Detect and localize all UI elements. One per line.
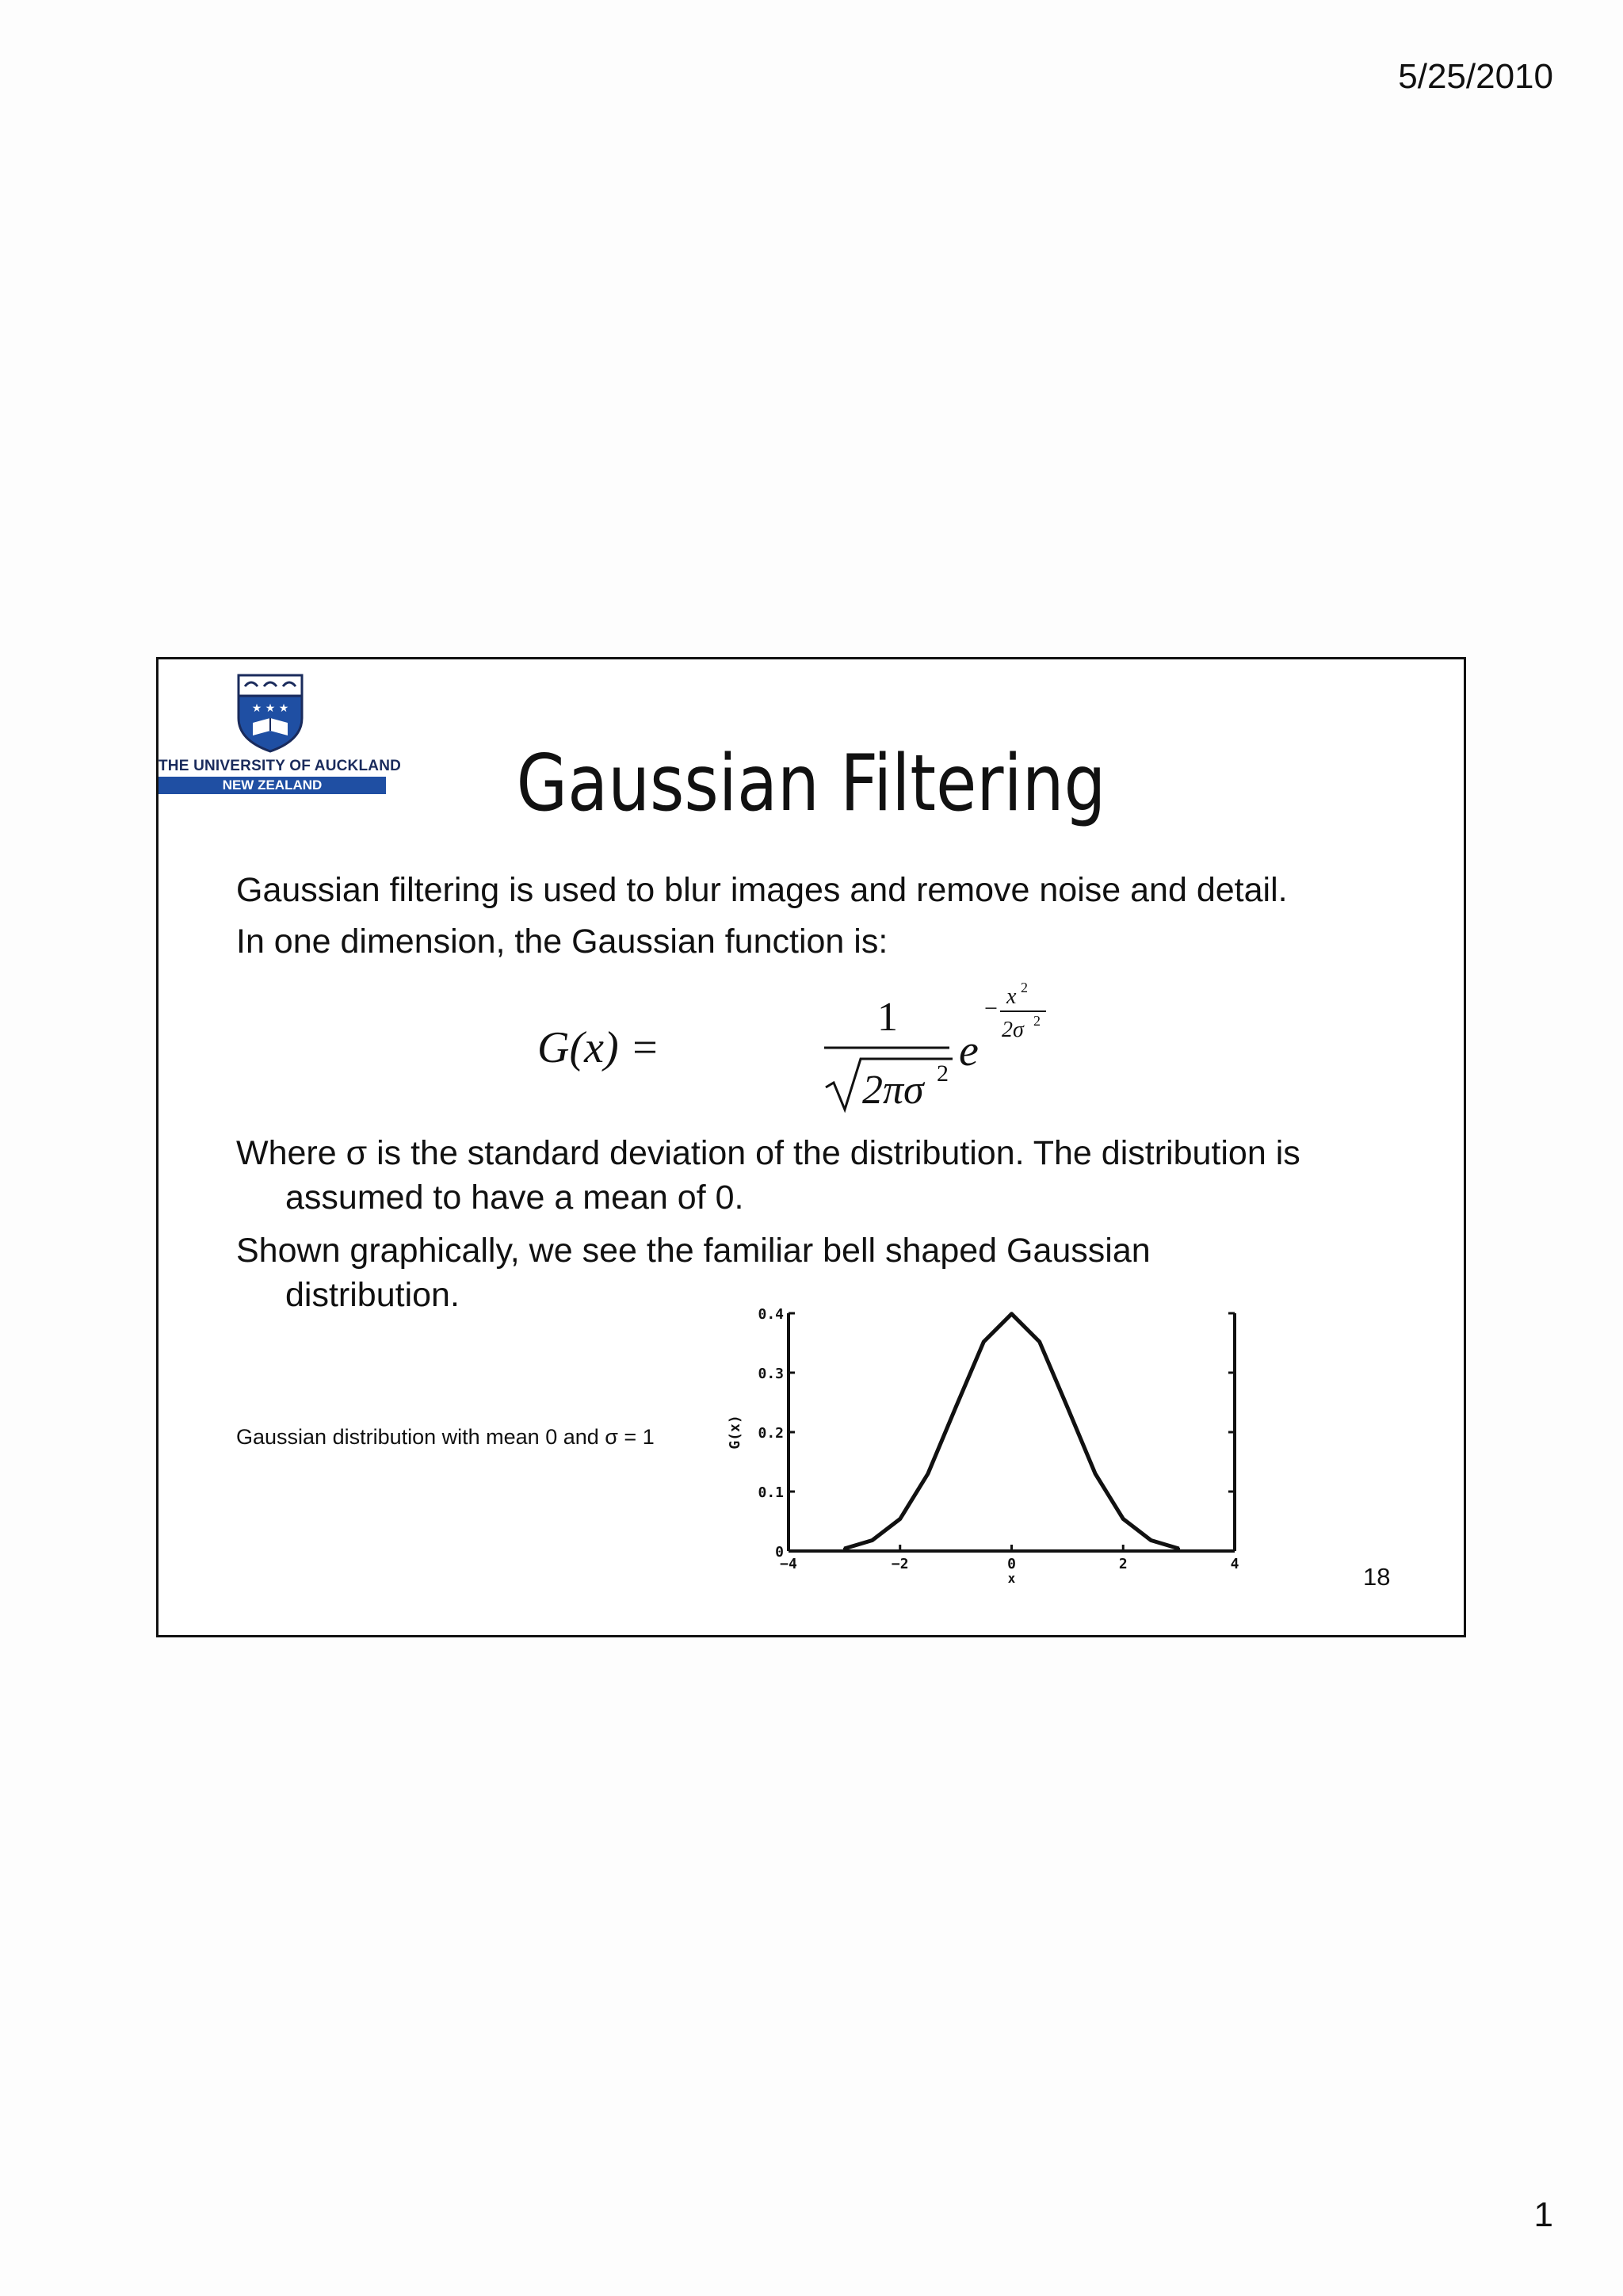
data-point	[1122, 1518, 1125, 1520]
formula-exp-denominator: 2σ	[1002, 1018, 1024, 1042]
data-point	[1038, 1341, 1041, 1343]
data-point	[843, 1548, 846, 1550]
page-number: 1	[1533, 2195, 1553, 2234]
data-point	[1066, 1406, 1068, 1408]
formula-exp-numerator: x	[1006, 984, 1017, 1009]
formula-exp-numerator-exponent: 2	[1021, 980, 1028, 995]
formula-base: e	[959, 1026, 979, 1075]
y-tick-label: 0	[775, 1544, 784, 1561]
data-point	[899, 1518, 901, 1520]
chart-caption: Gaussian distribution with mean 0 and σ = 1	[236, 1425, 655, 1449]
data-point	[955, 1406, 957, 1408]
formula-denominator: 2πσ	[862, 1068, 924, 1113]
gaussian-curve	[844, 1314, 1178, 1549]
slide-title: Gaussian Filtering	[516, 739, 1106, 829]
data-point	[1178, 1548, 1180, 1550]
data-point	[1010, 1312, 1013, 1315]
x-tick-label: 2	[1118, 1556, 1128, 1572]
x-tick-label: −4	[780, 1556, 797, 1572]
paragraph-graph: Shown graphically, we see the familiar bell shaped Gaussian distribution.	[236, 1232, 1151, 1314]
y-tick-label: 0.2	[758, 1425, 784, 1442]
slide	[156, 657, 1466, 1637]
svg-text:★ ★ ★: ★ ★ ★	[251, 702, 289, 715]
y-axis-label: G(x)	[727, 1415, 743, 1450]
logo-country-bar: NEW ZEALAND	[158, 777, 386, 794]
formula-exp-sign: −	[984, 995, 998, 1022]
page-date: 5/25/2010	[1398, 57, 1553, 96]
y-tick-label: 0.1	[758, 1484, 784, 1501]
slide-number: 18	[1363, 1563, 1391, 1591]
x-axis-label: x	[1007, 1571, 1016, 1586]
formula-numerator: 1	[877, 995, 898, 1040]
x-tick-label: −2	[891, 1556, 909, 1572]
gaussian-formula	[531, 976, 1070, 1119]
formula-lhs: G(x) =	[537, 1023, 660, 1072]
data-point	[983, 1341, 985, 1343]
gaussian-chart	[725, 1278, 1296, 1650]
data-point	[871, 1539, 873, 1541]
x-tick-label: 4	[1230, 1556, 1239, 1572]
formula-exp-denominator-exponent: 2	[1033, 1013, 1041, 1029]
paragraph-sigma: Where σ is the standard deviation of the distribution. The distribution is assumed to have a mean of 0.	[236, 1134, 1300, 1217]
formula-denominator-exponent: 2	[937, 1060, 949, 1087]
data-point	[1150, 1539, 1152, 1541]
data-point	[1094, 1473, 1097, 1475]
logo-university-name: THE UNIVERSITY OF AUCKLAND	[158, 758, 402, 774]
y-tick-label: 0.3	[758, 1366, 784, 1382]
y-tick-label: 0.4	[758, 1306, 784, 1323]
x-tick-label: 0	[1007, 1556, 1016, 1572]
paragraph-intro: Gaussian filtering is used to blur images and remove noise and detail.	[236, 871, 1288, 909]
data-point	[926, 1473, 929, 1475]
paragraph-dimension: In one dimension, the Gaussian function is:	[236, 923, 888, 961]
